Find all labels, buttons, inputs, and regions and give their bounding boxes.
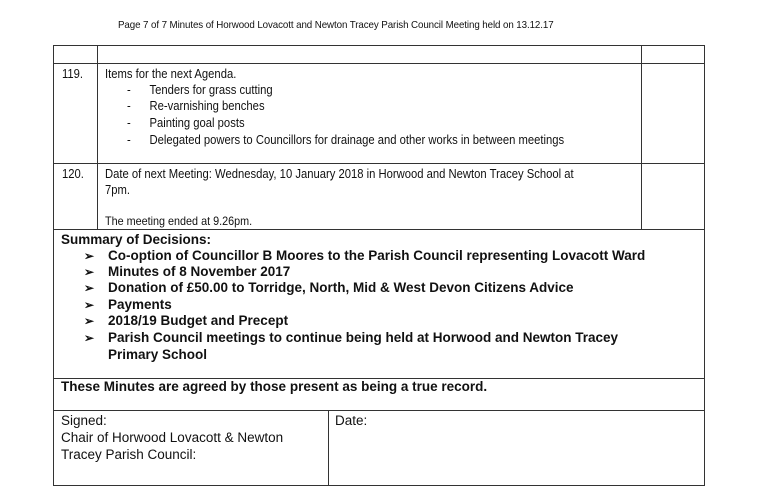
agreement-statement: These Minutes are agreed by those present as being a true record. [61,379,488,394]
decision-text: Co-option of Councillor B Moores to the Parish Council representing Lovacott Ward [108,248,646,263]
agenda-subitem [127,82,273,98]
decision-item [84,297,172,314]
row-divider [54,229,704,230]
item-number: 120. [62,167,84,181]
subitem-text: Re-varnishing benches [149,99,265,113]
decision-text: 2018/19 Budget and Precept [108,313,289,328]
decision-item [84,264,290,281]
column-divider [641,46,642,229]
agenda-subitem [127,98,265,114]
dash-marker: - [127,116,131,130]
row-divider [54,63,704,64]
arrow-bullet-icon: ➢ [84,314,95,328]
next-meeting-line: 7pm. [105,183,131,197]
decision-text: Payments [108,297,172,312]
arrow-bullet-icon: ➢ [84,298,95,312]
meeting-end-note: The meeting ended at 9.26pm. [105,214,253,228]
next-meeting-line: Date of next Meeting: Wednesday, 10 January 2018 in Horwood and Newton Tracey School at [105,167,574,181]
arrow-bullet-icon: ➢ [84,331,95,345]
subitem-text: Painting goal posts [149,116,245,130]
page-header: Page 7 of 7 Minutes of Horwood Lovacott and Newton Tracey Parish Council Meeting held on 13.12.17 [118,19,554,31]
dash-marker: - [127,133,131,147]
decision-text: Donation of £50.00 to Torridge, North, Mid & West Devon Citizens Advice [108,280,574,295]
decision-text: Minutes of 8 November 2017 [108,264,291,279]
arrow-bullet-icon: ➢ [84,281,95,295]
minutes-table [53,45,705,486]
arrow-bullet-icon: ➢ [84,249,95,263]
dash-marker: - [127,99,131,113]
signed-label: Signed: [61,413,107,428]
decision-item [84,248,645,265]
item-number: 119. [62,67,84,81]
chair-title: Tracey Parish Council: [61,447,197,462]
subitem-text: Delegated powers to Councillors for drainage and other works in between meetings [149,133,565,147]
subitem-text: Tenders for grass cutting [149,83,273,97]
summary-title: Summary of Decisions: [61,232,212,247]
chair-title: Chair of Horwood Lovacott & Newton [61,430,284,445]
row-divider [54,163,704,164]
decision-text-continued: Primary School [108,346,208,362]
item-title: Items for the next Agenda. [105,67,237,81]
decision-item [84,280,574,297]
dash-marker: - [127,83,131,97]
agenda-subitem [127,132,564,148]
column-divider [328,410,329,486]
column-divider [97,46,98,229]
date-label: Date: [335,413,368,428]
row-divider [54,410,704,411]
decision-text: Parish Council meetings to continue being held at Horwood and Newton Tracey [108,330,619,345]
agenda-subitem [127,115,245,131]
decision-item [84,313,288,330]
arrow-bullet-icon: ➢ [84,265,95,279]
decision-item [84,330,618,363]
